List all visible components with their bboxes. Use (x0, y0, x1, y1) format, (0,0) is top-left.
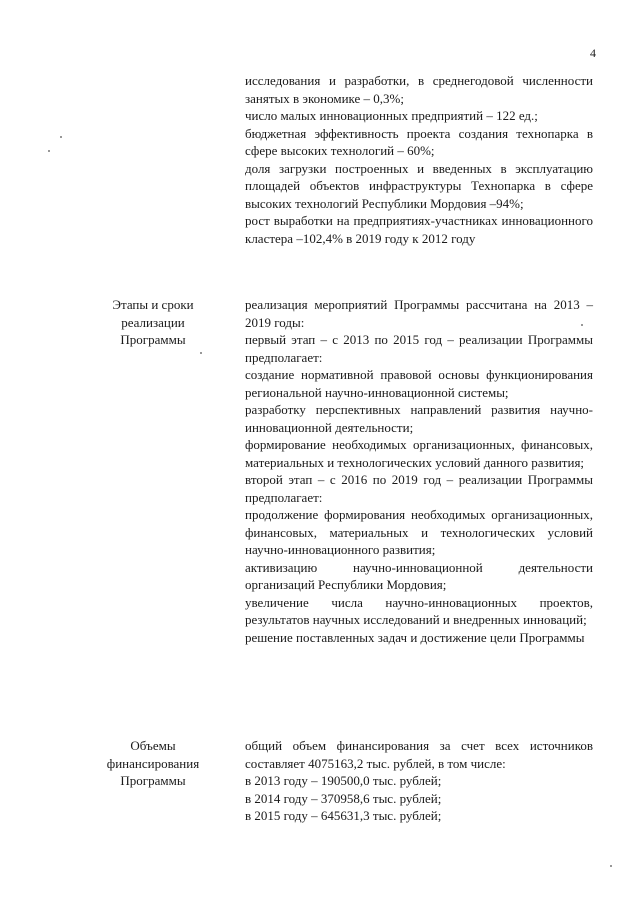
stages-paragraph: создание нормативной правовой основы функционирования региональной научно-инновационной системы; (245, 367, 593, 400)
financing-paragraph: в 2015 году – 645631,3 тыс. рублей; (245, 808, 442, 823)
indicator-paragraph: рост выработки на предприятиях-участниках инновационного кластера –102,4% в 2019 году к 2012 году (245, 213, 593, 246)
financing-content (245, 737, 593, 825)
stages-paragraph: продолжение формирования необходимых организационных, финансовых, материальных и технологических условий научно-инновационного развития; (245, 507, 593, 557)
indicator-paragraph: число малых инновационных предприятий – 122 ед.; (245, 108, 538, 123)
stages-paragraph: решение поставленных задач и достижение цели Программы (245, 629, 585, 645)
stages-paragraph: активизацию научно-инновационной деятельности организаций Республики Мордовия; (245, 559, 593, 592)
scan-speck (60, 136, 62, 138)
stages-label: Этапы и сроки реализации Программы (112, 297, 194, 347)
scan-speck (581, 324, 583, 326)
indicator-paragraph: исследования и разработки, в среднегодовой численности занятых в экономике – 0,3%; (245, 73, 593, 106)
scan-speck (48, 150, 50, 152)
financing-paragraph: общий объем финансирования за счет всех источников составляет 4075163,2 тыс. рублей, в том числе: (245, 738, 593, 771)
indicators-continuation (245, 72, 593, 247)
scan-speck (200, 352, 202, 354)
stages-paragraph: второй этап – с 2016 по 2019 год – реализации Программы предполагает: (245, 472, 593, 505)
indicator-paragraph: доля загрузки построенных и введенных в эксплуатацию площадей объектов инфраструктуры Технопарка в сфере высоких технологий Республики Мордовия –94%; (245, 160, 593, 211)
stages-paragraph: первый этап – с 2013 по 2015 год – реализации Программы предполагает: (245, 332, 593, 365)
stages-paragraph: увеличение числа научно-инновационных проектов, результатов научных исследований и внедренных инноваций; (245, 594, 593, 627)
page-number: 4 (590, 46, 596, 60)
scan-speck (610, 865, 612, 867)
stages-content (245, 296, 593, 646)
stages-paragraph: формирование необходимых организационных, финансовых, материальных и технологических условий данного развития; (245, 437, 593, 470)
stages-paragraph: реализация мероприятий Программы рассчитана на 2013 – 2019 годы: (245, 297, 593, 330)
indicator-paragraph: бюджетная эффективность проекта создания технопарка в сфере высоких технологий – 60%; (245, 125, 593, 158)
stages-paragraph: разработку перспективных направлений развития научно-инновационной деятельности; (245, 402, 593, 435)
financing-paragraph: в 2014 году – 370958,6 тыс. рублей; (245, 790, 442, 806)
financing-label: Объемы финансирования Программы (106, 738, 200, 788)
financing-paragraph: в 2013 году – 190500,0 тыс. рублей; (245, 773, 442, 788)
